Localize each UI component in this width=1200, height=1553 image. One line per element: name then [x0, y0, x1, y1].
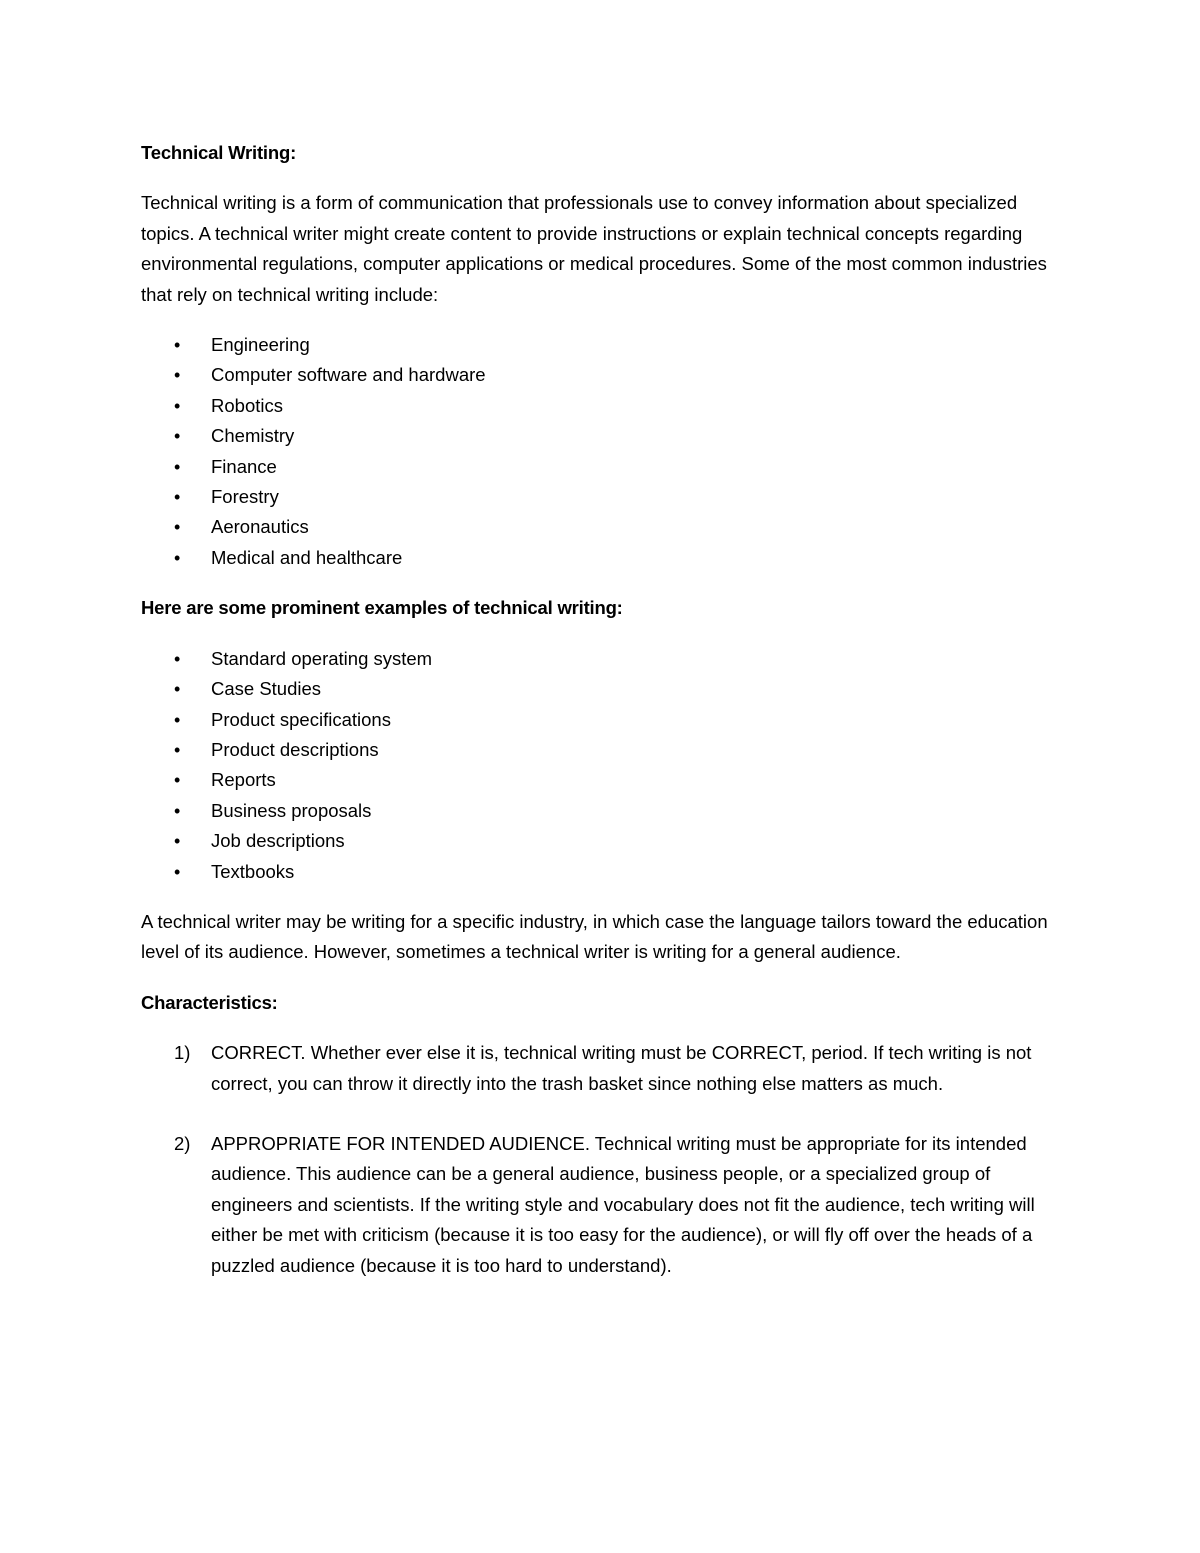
characteristic-item — [141, 1129, 1061, 1281]
list-item — [141, 421, 1061, 451]
list-item — [141, 360, 1061, 390]
item-number: 1) — [174, 1042, 191, 1064]
list-item — [141, 391, 1061, 421]
bullet-icon: • — [174, 395, 181, 416]
bullet-icon: • — [174, 861, 181, 882]
intro-paragraph: Technical writing is a form of communication that professionals use to convey information about specialized topics. A technical writer might create content to provide instructions or explain technical concepts regarding environmental regulations, computer applications or medical procedures. Some of the most common industries that rely on technical writing include: — [141, 192, 1047, 305]
document-page — [141, 138, 1061, 1311]
list-item-text: Robotics — [211, 394, 283, 416]
list-item — [141, 644, 1061, 674]
list-item — [141, 796, 1061, 826]
list-item-text: Case Studies — [211, 678, 322, 700]
bullet-icon: • — [174, 456, 181, 477]
bullet-icon: • — [174, 335, 181, 356]
examples-heading: Here are some prominent examples of technical writing: — [141, 597, 623, 619]
characteristic-text: APPROPRIATE FOR INTENDED AUDIENCE. Technical writing must be appropriate for its intended audience. This audience can be a general audience, business people, or a specialized group of engineers and scientists. If the writing style and vocabulary does not fit the audience, tech writing will either be met with criticism (because it is too easy for the audience), or will fly off over the heads of a puzzled audience (because it is too hard to understand). — [211, 1132, 1035, 1276]
bullet-icon: • — [174, 426, 181, 447]
bullet-icon: • — [174, 365, 181, 386]
list-item-text: Engineering — [211, 334, 310, 356]
bullet-icon: • — [174, 648, 181, 669]
characteristics-list — [141, 1038, 1061, 1281]
bullet-icon: • — [174, 831, 181, 852]
item-number: 2) — [174, 1132, 191, 1154]
list-item-text: Product descriptions — [211, 738, 379, 760]
list-item-text: Aeronautics — [211, 516, 309, 538]
list-item-text: Textbooks — [211, 860, 295, 882]
document-title: Technical Writing: — [141, 142, 297, 163]
list-item-text: Finance — [211, 455, 277, 477]
list-item-text: Chemistry — [211, 425, 295, 447]
list-item-text: Medical and healthcare — [211, 546, 403, 568]
list-item — [141, 826, 1061, 856]
characteristic-item — [141, 1038, 1061, 1099]
examples-list — [141, 644, 1061, 887]
list-item-text: Standard operating system — [211, 647, 433, 669]
list-item — [141, 543, 1061, 573]
bullet-icon: • — [174, 547, 181, 568]
bullet-icon: • — [174, 770, 181, 791]
audience-paragraph: A technical writer may be writing for a specific industry, in which case the language tailors toward the education level of its audience. However, sometimes a technical writer is writing for a general audience. — [141, 910, 1048, 963]
list-item — [141, 705, 1061, 735]
list-item-text: Reports — [211, 769, 276, 791]
list-item — [141, 452, 1061, 482]
list-item-text: Forestry — [211, 486, 279, 508]
characteristic-text: CORRECT. Whether ever else it is, technical writing must be CORRECT, period. If tech writing is not correct, you can throw it directly into the trash basket since nothing else matters as much. — [211, 1042, 1032, 1094]
list-item-text: Job descriptions — [211, 830, 345, 852]
characteristics-heading: Characteristics: — [141, 991, 278, 1013]
list-item — [141, 857, 1061, 887]
bullet-icon: • — [174, 800, 181, 821]
list-item — [141, 735, 1061, 765]
industries-list — [141, 330, 1061, 573]
bullet-icon: • — [174, 679, 181, 700]
list-item-text: Computer software and hardware — [211, 364, 486, 386]
list-item — [141, 330, 1061, 360]
bullet-icon: • — [174, 739, 181, 760]
list-item-text: Business proposals — [211, 799, 372, 821]
list-item — [141, 512, 1061, 542]
bullet-icon: • — [174, 709, 181, 730]
list-item — [141, 765, 1061, 795]
list-item — [141, 674, 1061, 704]
list-item — [141, 482, 1061, 512]
bullet-icon: • — [174, 517, 181, 538]
list-item-text: Product specifications — [211, 708, 391, 730]
bullet-icon: • — [174, 487, 181, 508]
